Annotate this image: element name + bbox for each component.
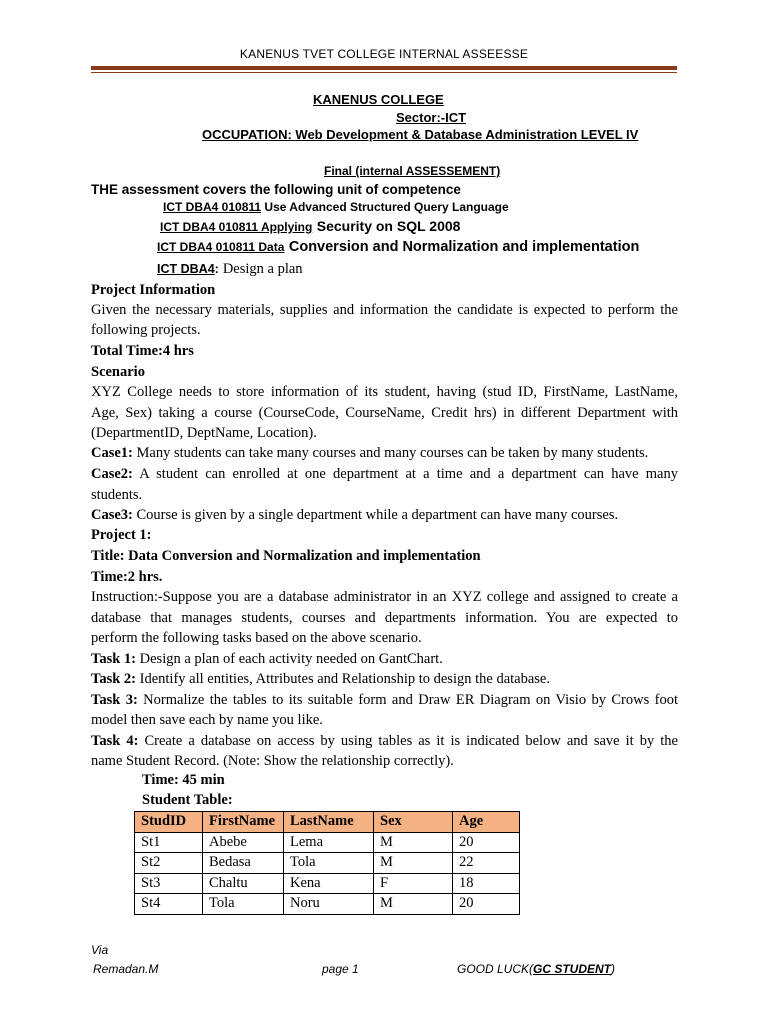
instruction-line-3: perform the following tasks based on the above scenario. <box>91 630 422 646</box>
table-cell: F <box>374 873 453 894</box>
table-cell: Chaltu <box>203 873 284 894</box>
running-header: KANENUS TVET COLLEGE INTERNAL ASSEESSE <box>239 47 529 61</box>
header-rule-thin <box>91 72 677 73</box>
final-assessment: Final (internal ASSESSEMENT) <box>324 164 501 178</box>
project-info-line-2: following projects. <box>91 322 201 338</box>
table-cell: Noru <box>284 894 374 915</box>
task-3-line-1: Task 3: Normalize the tables to its suitable form and Draw ER Diagram on Visio by Crows foot <box>91 692 678 708</box>
occupation: OCCUPATION: Web Development & Database Administration LEVEL IV <box>202 127 639 142</box>
student-table-title: Student Table: <box>142 792 233 808</box>
scenario-heading: Scenario <box>91 364 145 380</box>
student-table <box>134 811 520 915</box>
project-1-heading: Project 1: <box>91 527 152 543</box>
footer-page-number: page 1 <box>322 962 359 976</box>
scenario-line-2: Age, Sex) taking a course (CourseCode, CourseName, Credit hrs) in different Department with <box>91 405 678 421</box>
project-info-heading: Project Information <box>91 282 216 298</box>
column-header: Sex <box>374 812 453 833</box>
project-1-time: Time:2 hrs. <box>91 569 163 585</box>
instruction-line-1: Instruction:-Suppose you are a database administrator in an XYZ college and assigned to create a <box>91 589 678 605</box>
case-3: Case3: Course is given by a single department while a department can have many courses. <box>91 507 619 523</box>
total-time: Total Time:4 hrs <box>91 343 194 359</box>
table-cell: 20 <box>453 832 520 853</box>
table-cell: Bedasa <box>203 853 284 874</box>
sub-time: Time: 45 min <box>142 772 225 788</box>
table-cell: St2 <box>135 853 203 874</box>
header-rule-thick <box>91 66 677 70</box>
table-cell: St4 <box>135 894 203 915</box>
project-1-title: Title: Data Conversion and Normalization and implementation <box>91 548 481 564</box>
task-4-line-1: Task 4: Create a database on access by using tables as it is indicated below and save it by the <box>91 733 678 749</box>
table-cell: M <box>374 894 453 915</box>
footer-good-luck: GOOD LUCK(GC STUDENT) <box>457 962 616 976</box>
task-3-line-2: model then save each by name you like. <box>91 712 323 728</box>
table-cell: Lema <box>284 832 374 853</box>
table-header-row <box>135 812 520 833</box>
unit-3: ICT DBA4 010811 Data Conversion and Normalization and implementation <box>157 239 640 255</box>
footer-via: Via <box>91 943 109 957</box>
task-1: Task 1: Design a plan of each activity needed on GantChart. <box>91 651 443 667</box>
table-cell: St1 <box>135 832 203 853</box>
table-cell: 20 <box>453 894 520 915</box>
table-row <box>135 832 520 853</box>
sector: Sector:-ICT <box>396 110 467 125</box>
table-cell: Kena <box>284 873 374 894</box>
college-name: KANENUS COLLEGE <box>313 92 444 107</box>
case-2-line-2: students. <box>91 487 143 503</box>
table-cell: Abebe <box>203 832 284 853</box>
table-cell: St3 <box>135 873 203 894</box>
instruction-line-2: database that manages students, courses and departments information. You are expected to <box>91 610 678 626</box>
table-cell: 18 <box>453 873 520 894</box>
table-cell: M <box>374 853 453 874</box>
table-cell: 22 <box>453 853 520 874</box>
column-header: LastName <box>284 812 374 833</box>
table-row <box>135 894 520 915</box>
project-info-line-1: Given the necessary materials, supplies and information the candidate is expected to perform the <box>91 302 678 318</box>
column-header: StudID <box>135 812 203 833</box>
footer-author: Remadan.M <box>93 962 159 976</box>
task-4-line-2: name Student Record. (Note: Show the relationship correctly). <box>91 753 454 769</box>
unit-1: ICT DBA4 010811 Use Advanced Structured Query Language <box>163 200 509 214</box>
table-row <box>135 873 520 894</box>
case-2-line-1: Case2: A student can enrolled at one department at a time and a department can have many <box>91 466 678 482</box>
table-cell: M <box>374 832 453 853</box>
covers-statement: THE assessment covers the following unit of competence <box>91 182 461 197</box>
case-1: Case1: Many students can take many courses and many courses can be taken by many students. <box>91 445 649 461</box>
unit-2: ICT DBA4 010811 Applying Security on SQL 2008 <box>160 218 461 234</box>
column-header: FirstName <box>203 812 284 833</box>
scenario-line-1: XYZ College needs to store information of its student, having (stud ID, FirstName, LastName, <box>91 384 678 400</box>
scenario-line-3: (DepartmentID, DeptName, Location). <box>91 425 317 441</box>
column-header: Age <box>453 812 520 833</box>
table-cell: Tola <box>284 853 374 874</box>
task-2: Task 2: Identify all entities, Attributes and Relationship to design the database. <box>91 671 550 687</box>
table-cell: Tola <box>203 894 284 915</box>
table-row <box>135 853 520 874</box>
unit-4: ICT DBA4: Design a plan <box>157 261 303 277</box>
